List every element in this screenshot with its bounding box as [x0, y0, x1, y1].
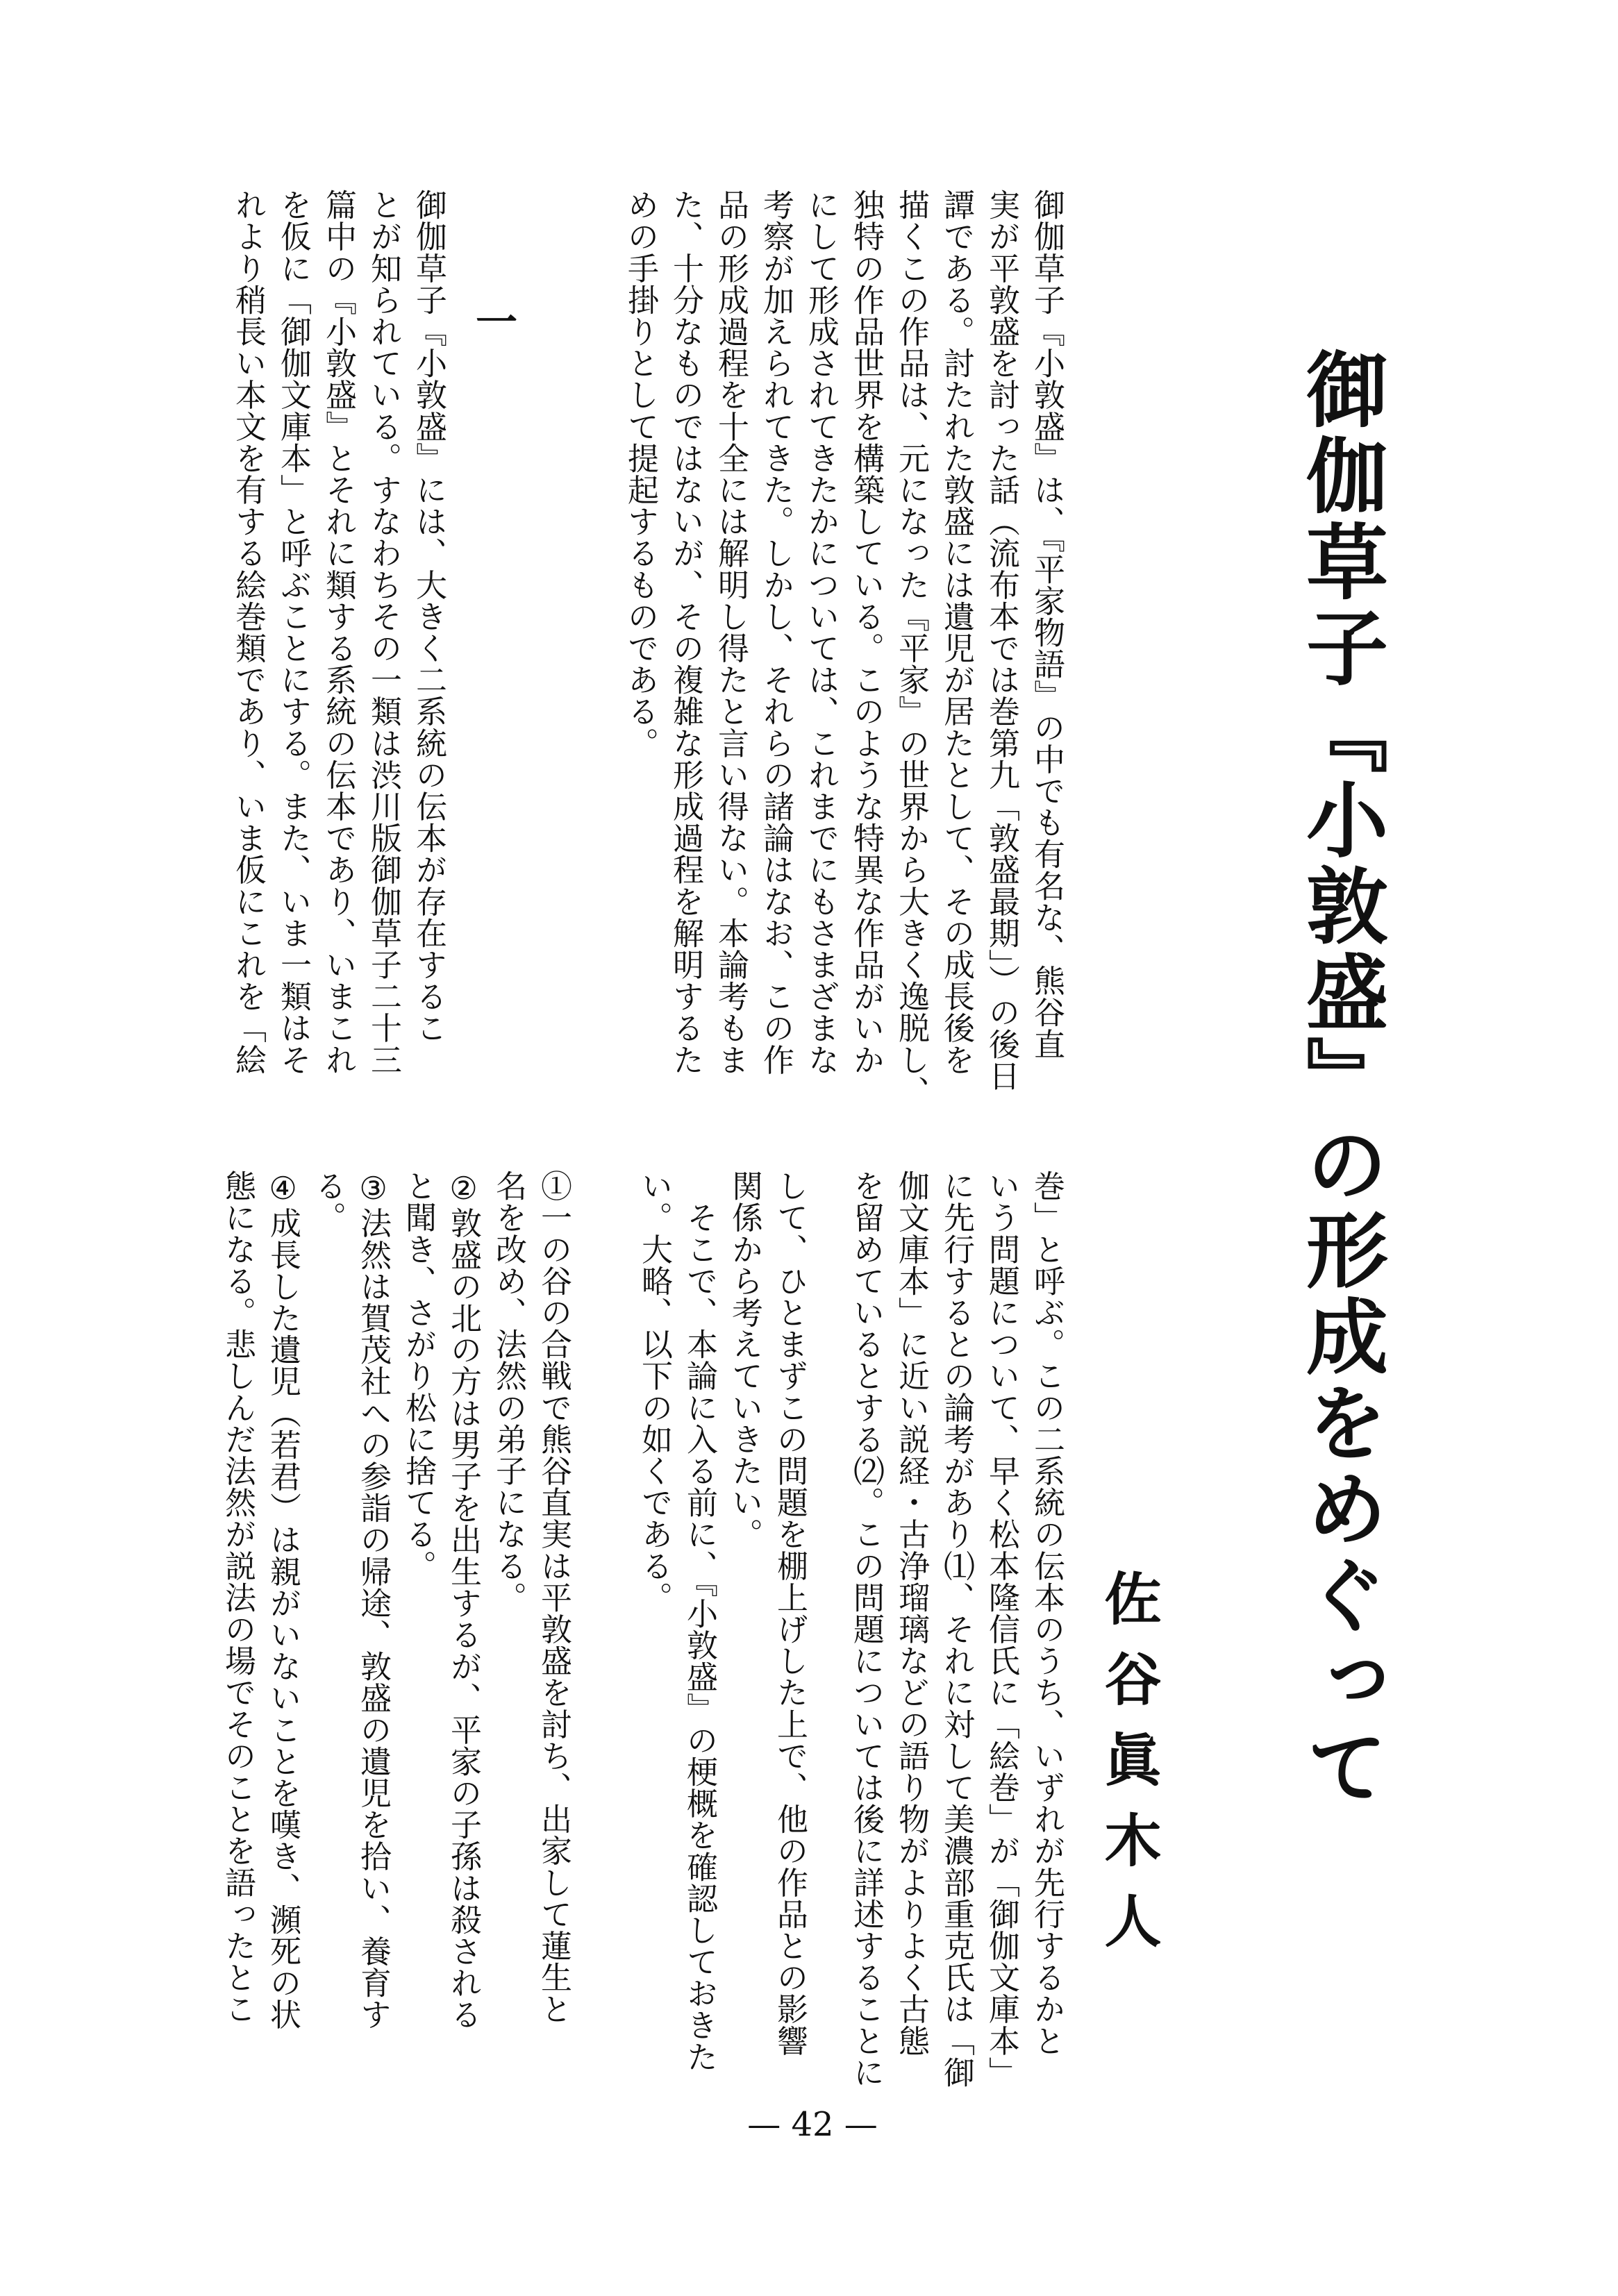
synopsis-list: ①一の谷の合戦で熊谷直実は平敦盛を討ち、出家して蓮生と 名を改め、法然の弟子になる。 ②敦盛の北の方は男子を出生するが、平家の子孫は殺される と聞き、さがり松に捨てる。 ③法然は賀茂社への参詣の帰途、敦盛の遺児を拾い、養育す る。 ④成長した遺児（若君）は親がいないことを嘆き、瀕死の状 態になる。悲しんだ法然が説法の場でそのことを語ったとこ	[219, 1170, 572, 2031]
article-title: 御伽草子『小敦盛』の形成をめぐって	[1292, 347, 1389, 1811]
intro-paragraph: 御伽草子『小敦盛』は、『平家物語』の中でも有名な、熊谷直 実が平敦盛を討った話（流布本では巻第九「敦盛最期」）の後日 譚である。討たれた敦盛には遺児が居たとして、その成長後を 描くこの作品は、元になった『平家』の世界から大きく逸脱し、 独特の作品世界を構築している。このような特異な作品がいか にして形成されてきたかについては、これまでにもさまざまな 考察が加えられてきた。しかし、それらの諸論はなお、この作 品の形成過程を十全には解明し得たと言い得ない。本論考もま た、十分なものではないが、その複雑な形成過程を解明するた めの手掛りとして提起するものである。	[622, 189, 1065, 1107]
author-name: 佐谷眞木人	[1095, 1569, 1162, 1972]
section-paragraph-2: 巻」と呼ぶ。この二系統の伝本のうち、いずれが先行するかと いう問題について、早く松本隆信氏に「絵巻」が「御伽文庫本」 に先行するとの論考があり⑴、それに対して美濃部重克氏は「御 伽文庫本」に近い説経・古浄瑠璃などの語り物がよりよく古態 を留めているとする⑵。この問題については後に詳述することに	[848, 1170, 1065, 2088]
section-heading: 一	[469, 300, 517, 342]
page-number: — 42 —	[747, 2105, 878, 2144]
section-paragraph-1: 御伽草子『小敦盛』には、大きく二系統の伝本が存在するこ とが知られている。すなわちその一類は渋川版御伽草子二十三 篇中の『小敦盛』とそれに類する系統の伝本であり、いまこれ を仮に「御伽文庫本」と呼ぶことにする。また、いま一類はそ れより稍長い本文を有する絵巻類であり、いま仮にこれを「絵	[230, 189, 447, 1075]
section-paragraph-3: して、ひとまずこの問題を棚上げした上で、他の作品との影響 関係から考えていきたい。 そこで、本論に入る前に、『小敦盛』の梗概を確認しておきた い。大略、以下の如くである。	[636, 1170, 808, 2072]
